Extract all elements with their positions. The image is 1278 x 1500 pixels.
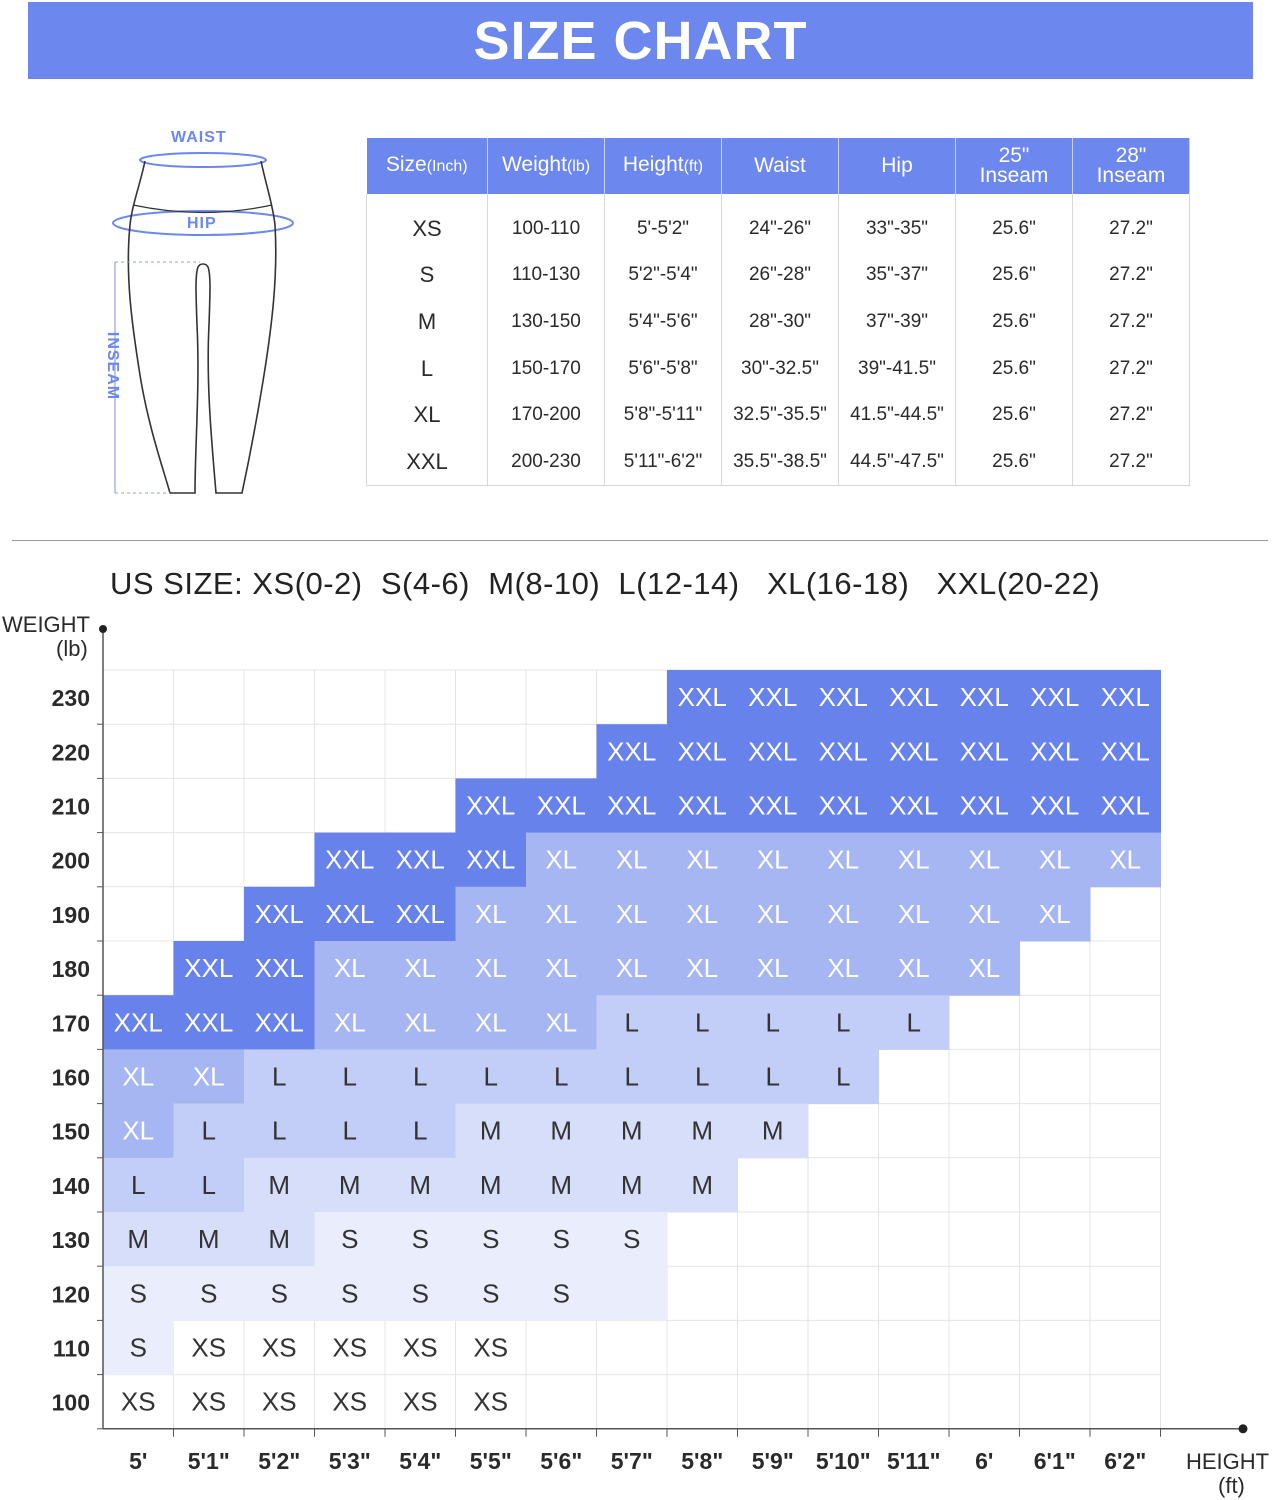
y-tick-label: 200 bbox=[51, 847, 90, 874]
cell-size-label: XXL bbox=[536, 790, 586, 821]
cell-size-label: S bbox=[200, 1278, 218, 1309]
size-table-header-cell bbox=[367, 138, 488, 194]
cell-size-label: XS bbox=[191, 1386, 227, 1417]
cell-size-label: XL bbox=[545, 1007, 578, 1038]
y-axis-unit: (lb) bbox=[56, 636, 88, 661]
cell-size-label: XL bbox=[756, 844, 789, 875]
table-cell: 37"-39" bbox=[839, 299, 956, 346]
leggings-outline-icon bbox=[100, 125, 305, 505]
cell-size-label: XL bbox=[545, 953, 578, 984]
table-cell: 25.6" bbox=[956, 194, 1073, 252]
cell-size-label: XXL bbox=[818, 736, 868, 767]
cell-size-label: L bbox=[131, 1169, 146, 1200]
cell-size-label: XXL bbox=[466, 790, 516, 821]
x-tick-label: 5'3" bbox=[328, 1447, 371, 1474]
cell-size-label: XXL bbox=[889, 790, 939, 821]
cell-size-label: XXL bbox=[254, 1007, 304, 1038]
table-cell: XS bbox=[367, 194, 488, 252]
y-tick-label: 130 bbox=[51, 1227, 90, 1254]
cell-size-label: XXL bbox=[959, 790, 1009, 821]
cell-size-label: XS bbox=[261, 1386, 297, 1417]
cell-size-label: XL bbox=[686, 953, 719, 984]
y-tick-label: 150 bbox=[51, 1118, 90, 1145]
cell-size-label: XXL bbox=[748, 790, 798, 821]
cell-size-label: M bbox=[550, 1169, 573, 1200]
cell-size-label: L bbox=[624, 1061, 639, 1092]
cell-size-label: XL bbox=[1038, 844, 1071, 875]
cell-size-label: XXL bbox=[395, 898, 445, 929]
table-row bbox=[367, 439, 1190, 486]
cell-size-label: XXL bbox=[1030, 790, 1080, 821]
cell-size-label: XL bbox=[897, 898, 930, 929]
cell-size-label: XS bbox=[332, 1386, 368, 1417]
cell-size-label: XXL bbox=[395, 844, 445, 875]
header-main-text: Waist bbox=[754, 154, 806, 177]
x-tick-label: 5'6" bbox=[540, 1447, 583, 1474]
size-table-header-cell bbox=[488, 138, 605, 194]
cell-size-label: M bbox=[691, 1169, 714, 1200]
cell-size-label: L bbox=[201, 1115, 216, 1146]
cell-size-label: XS bbox=[402, 1386, 438, 1417]
cell-size-label: XXL bbox=[1100, 736, 1150, 767]
header-main-text: 28" bbox=[1115, 144, 1147, 167]
table-cell: 27.2" bbox=[1073, 392, 1190, 439]
cell-size-label: XL bbox=[545, 898, 578, 929]
header-unit-text: Inseam bbox=[1096, 164, 1166, 187]
x-tick-label: 5'4" bbox=[399, 1447, 442, 1474]
table-cell: 200-230 bbox=[488, 439, 605, 486]
cell-size-label: XL bbox=[968, 953, 1001, 984]
table-cell: 33"-35" bbox=[839, 194, 956, 252]
cell-size-label: XXL bbox=[748, 682, 798, 713]
cell-size-label: XS bbox=[120, 1386, 156, 1417]
cell-size-label: L bbox=[695, 1061, 710, 1092]
cell-size-label: XL bbox=[333, 953, 366, 984]
header-unit-text: (ft) bbox=[683, 158, 704, 175]
cell-size-label: XL bbox=[686, 898, 719, 929]
us-size-legend: US SIZE: XS(0-2) S(4-6) M(8-10) L(12-14) XL(16-18) XXL(20-22) bbox=[110, 566, 1101, 601]
cell-size-label: L bbox=[765, 1007, 780, 1038]
table-cell: 170-200 bbox=[488, 392, 605, 439]
page-title: SIZE CHART bbox=[473, 10, 808, 71]
x-axis-unit: (ft) bbox=[1218, 1472, 1245, 1498]
cell-size-label: M bbox=[620, 1169, 643, 1200]
cell-size-label: XL bbox=[827, 898, 860, 929]
table-cell: 25.6" bbox=[956, 345, 1073, 392]
cell-size-label: L bbox=[342, 1115, 357, 1146]
table-cell: 27.2" bbox=[1073, 252, 1190, 299]
cell-size-label: XXL bbox=[677, 682, 727, 713]
size-table-header-cell bbox=[839, 138, 956, 194]
header-unit-text: (lb) bbox=[566, 158, 591, 175]
cell-size-label: XL bbox=[615, 898, 648, 929]
table-cell: M bbox=[367, 299, 488, 346]
cell-size-label: XXL bbox=[466, 844, 516, 875]
x-tick-label: 6'1" bbox=[1033, 1447, 1076, 1474]
size-table bbox=[366, 138, 1190, 486]
table-row bbox=[367, 392, 1190, 439]
cell-size-label: XL bbox=[827, 953, 860, 984]
table-cell: 25.6" bbox=[956, 252, 1073, 299]
size-heatmap-chart bbox=[0, 600, 1278, 1500]
table-cell: 26"-28" bbox=[722, 252, 839, 299]
table-cell: 32.5"-35.5" bbox=[722, 392, 839, 439]
table-cell: 100-110 bbox=[488, 194, 605, 252]
heatmap-cell bbox=[597, 1266, 668, 1320]
header-main-text: Weight bbox=[501, 153, 567, 176]
cell-size-label: S bbox=[552, 1278, 570, 1309]
cell-size-label: M bbox=[479, 1115, 502, 1146]
cell-size-label: XL bbox=[897, 953, 930, 984]
table-row bbox=[367, 299, 1190, 346]
cell-size-label: XXL bbox=[677, 736, 727, 767]
cell-size-label: M bbox=[409, 1169, 432, 1200]
cell-size-label: XL bbox=[827, 844, 860, 875]
header-main-text: Height bbox=[622, 153, 684, 176]
cell-size-label: XXL bbox=[1030, 682, 1080, 713]
cell-size-label: XXL bbox=[677, 790, 727, 821]
table-cell: 25.6" bbox=[956, 299, 1073, 346]
cell-size-label: XXL bbox=[184, 953, 234, 984]
cell-size-label: XL bbox=[756, 898, 789, 929]
cell-size-label: M bbox=[761, 1115, 784, 1146]
x-tick-label: 5'5" bbox=[469, 1447, 512, 1474]
x-tick-label: 5'8" bbox=[681, 1447, 724, 1474]
table-cell: 27.2" bbox=[1073, 345, 1190, 392]
cell-size-label: XXL bbox=[607, 790, 657, 821]
table-cell: 5'-5'2" bbox=[605, 194, 722, 252]
x-tick-label: 5' bbox=[129, 1447, 148, 1474]
table-cell: XXL bbox=[367, 439, 488, 486]
cell-size-label: XXL bbox=[748, 736, 798, 767]
table-cell: 27.2" bbox=[1073, 194, 1190, 252]
y-tick-label: 180 bbox=[51, 956, 90, 983]
table-cell: 5'6"-5'8" bbox=[605, 345, 722, 392]
header-unit-text: (Inch) bbox=[426, 158, 468, 175]
cell-size-label: XL bbox=[122, 1115, 155, 1146]
cell-size-label: XXL bbox=[1100, 790, 1150, 821]
x-tick-label: 5'1" bbox=[187, 1447, 230, 1474]
waist-label: WAIST bbox=[171, 129, 227, 146]
y-tick-label: 230 bbox=[51, 685, 90, 712]
table-cell: 24"-26" bbox=[722, 194, 839, 252]
cell-size-label: L bbox=[413, 1061, 428, 1092]
table-row bbox=[367, 345, 1190, 392]
y-axis-title: WEIGHT bbox=[2, 612, 90, 637]
x-tick-label: 5'11" bbox=[887, 1447, 941, 1474]
cell-size-label: S bbox=[552, 1224, 570, 1255]
header-main-text: 25" bbox=[998, 144, 1030, 167]
x-tick-label: 5'2" bbox=[258, 1447, 301, 1474]
cell-size-label: L bbox=[695, 1007, 710, 1038]
table-cell: 27.2" bbox=[1073, 439, 1190, 486]
size-table-header-cell bbox=[956, 138, 1073, 194]
cell-size-label: L bbox=[483, 1061, 498, 1092]
size-table-header-row bbox=[367, 138, 1190, 194]
hip-label: HIP bbox=[187, 215, 217, 232]
cell-size-label: XL bbox=[192, 1061, 225, 1092]
cell-size-label: XXL bbox=[889, 682, 939, 713]
x-tick-label: 6' bbox=[975, 1447, 994, 1474]
table-row bbox=[367, 252, 1190, 299]
cell-size-label: XXL bbox=[254, 953, 304, 984]
table-cell: 25.6" bbox=[956, 439, 1073, 486]
cell-size-label: M bbox=[268, 1169, 291, 1200]
cell-size-label: M bbox=[479, 1169, 502, 1200]
table-cell: 5'11"-6'2" bbox=[605, 439, 722, 486]
y-tick-label: 170 bbox=[51, 1010, 90, 1037]
cell-size-label: XL bbox=[968, 898, 1001, 929]
cell-size-label: XXL bbox=[959, 736, 1009, 767]
cell-size-label: XL bbox=[404, 1007, 437, 1038]
cell-size-label: L bbox=[413, 1115, 428, 1146]
cell-size-label: L bbox=[624, 1007, 639, 1038]
y-tick-label: 140 bbox=[51, 1172, 90, 1199]
cell-size-label: S bbox=[482, 1278, 500, 1309]
table-cell: 5'8"-5'11" bbox=[605, 392, 722, 439]
table-cell: L bbox=[367, 345, 488, 392]
cell-size-label: L bbox=[836, 1061, 851, 1092]
cell-size-label: XL bbox=[474, 1007, 507, 1038]
cell-size-label: M bbox=[620, 1115, 643, 1146]
x-axis-title: HEIGHT bbox=[1186, 1448, 1270, 1474]
cell-size-label: XL bbox=[1109, 844, 1142, 875]
cell-size-label: XL bbox=[615, 844, 648, 875]
cell-size-label: L bbox=[272, 1061, 287, 1092]
cell-size-label: XXL bbox=[325, 844, 375, 875]
table-cell: 5'4"-5'6" bbox=[605, 299, 722, 346]
cell-size-label: XXL bbox=[184, 1007, 234, 1038]
y-axis-end-dot bbox=[99, 625, 107, 633]
title-banner bbox=[28, 2, 1253, 79]
cell-size-label: S bbox=[482, 1224, 500, 1255]
header-main-text: Hip bbox=[881, 154, 913, 177]
cell-size-label: XXL bbox=[818, 682, 868, 713]
header-unit-text: Inseam bbox=[979, 164, 1049, 187]
cell-size-label: XL bbox=[756, 953, 789, 984]
cell-size-label: XXL bbox=[607, 736, 657, 767]
cell-size-label: S bbox=[411, 1278, 429, 1309]
cell-size-label: XS bbox=[332, 1332, 368, 1363]
cell-size-label: XL bbox=[545, 844, 578, 875]
inseam-label: INSEAM bbox=[104, 331, 122, 401]
cell-size-label: M bbox=[197, 1224, 220, 1255]
y-tick-label: 120 bbox=[51, 1281, 90, 1308]
cell-size-label: S bbox=[129, 1332, 147, 1363]
cell-size-label: S bbox=[341, 1278, 359, 1309]
table-cell: 110-130 bbox=[488, 252, 605, 299]
cell-size-label: M bbox=[127, 1224, 150, 1255]
y-tick-label: 210 bbox=[51, 793, 90, 820]
y-tick-label: 110 bbox=[52, 1335, 90, 1362]
cell-size-label: XL bbox=[686, 844, 719, 875]
cell-size-label: XXL bbox=[1030, 736, 1080, 767]
cell-size-label: S bbox=[129, 1278, 147, 1309]
cell-size-label: M bbox=[268, 1224, 291, 1255]
table-cell: 39"-41.5" bbox=[839, 345, 956, 392]
cell-size-label: XXL bbox=[254, 898, 304, 929]
cell-size-label: M bbox=[691, 1115, 714, 1146]
y-tick-label: 220 bbox=[51, 739, 90, 766]
table-cell: 130-150 bbox=[488, 299, 605, 346]
cell-size-label: L bbox=[836, 1007, 851, 1038]
cell-size-label: XL bbox=[1038, 898, 1071, 929]
y-tick-label: 190 bbox=[51, 901, 90, 928]
table-cell: 35"-37" bbox=[839, 252, 956, 299]
table-cell: 25.6" bbox=[956, 392, 1073, 439]
size-table-header-cell bbox=[605, 138, 722, 194]
cell-size-label: XL bbox=[615, 953, 648, 984]
cell-size-label: XS bbox=[402, 1332, 438, 1363]
table-cell: 28"-30" bbox=[722, 299, 839, 346]
leggings-figure bbox=[100, 125, 305, 505]
cell-size-label: XL bbox=[474, 898, 507, 929]
cell-size-label: XXL bbox=[1100, 682, 1150, 713]
x-tick-label: 5'9" bbox=[751, 1447, 794, 1474]
y-tick-label: 100 bbox=[51, 1389, 90, 1416]
cell-size-label: XS bbox=[261, 1332, 297, 1363]
table-cell: 27.2" bbox=[1073, 299, 1190, 346]
table-row bbox=[367, 194, 1190, 252]
cell-size-label: L bbox=[201, 1169, 216, 1200]
table-cell: 35.5"-38.5" bbox=[722, 439, 839, 486]
cell-size-label: XS bbox=[473, 1386, 509, 1417]
cell-size-label: XS bbox=[473, 1332, 509, 1363]
size-table-header-cell bbox=[1073, 138, 1190, 194]
cell-size-label: L bbox=[906, 1007, 921, 1038]
cell-size-label: XL bbox=[333, 1007, 366, 1038]
cell-size-label: L bbox=[272, 1115, 287, 1146]
cell-size-label: XXL bbox=[889, 736, 939, 767]
x-tick-label: 5'7" bbox=[610, 1447, 653, 1474]
table-cell: 44.5"-47.5" bbox=[839, 439, 956, 486]
header-main-text: Size bbox=[385, 153, 427, 176]
table-cell: 5'2"-5'4" bbox=[605, 252, 722, 299]
cell-size-label: S bbox=[623, 1224, 641, 1255]
table-cell: 41.5"-44.5" bbox=[839, 392, 956, 439]
cell-size-label: S bbox=[270, 1278, 288, 1309]
cell-size-label: XXL bbox=[325, 898, 375, 929]
size-table-header-cell bbox=[722, 138, 839, 194]
cell-size-label: L bbox=[342, 1061, 357, 1092]
y-tick-label: 160 bbox=[51, 1064, 90, 1091]
section-divider bbox=[12, 540, 1268, 541]
cell-size-label: M bbox=[550, 1115, 573, 1146]
cell-size-label: XL bbox=[897, 844, 930, 875]
cell-size-label: L bbox=[554, 1061, 569, 1092]
cell-size-label: XXL bbox=[113, 1007, 163, 1038]
cell-size-label: S bbox=[411, 1224, 429, 1255]
cell-size-label: M bbox=[338, 1169, 361, 1200]
x-tick-label: 5'10" bbox=[815, 1447, 871, 1474]
cell-size-label: XXL bbox=[818, 790, 868, 821]
cell-size-label: XL bbox=[404, 953, 437, 984]
cell-size-label: XS bbox=[191, 1332, 227, 1363]
cell-size-label: XL bbox=[122, 1061, 155, 1092]
table-cell: 150-170 bbox=[488, 345, 605, 392]
cell-size-label: L bbox=[765, 1061, 780, 1092]
cell-size-label: XXL bbox=[959, 682, 1009, 713]
table-cell: XL bbox=[367, 392, 488, 439]
cell-size-label: S bbox=[341, 1224, 359, 1255]
x-axis-end-dot bbox=[1239, 1424, 1248, 1433]
x-tick-label: 6'2" bbox=[1104, 1447, 1147, 1474]
table-cell: S bbox=[367, 252, 488, 299]
cell-size-label: XL bbox=[474, 953, 507, 984]
cell-size-label: XL bbox=[968, 844, 1001, 875]
table-cell: 30"-32.5" bbox=[722, 345, 839, 392]
